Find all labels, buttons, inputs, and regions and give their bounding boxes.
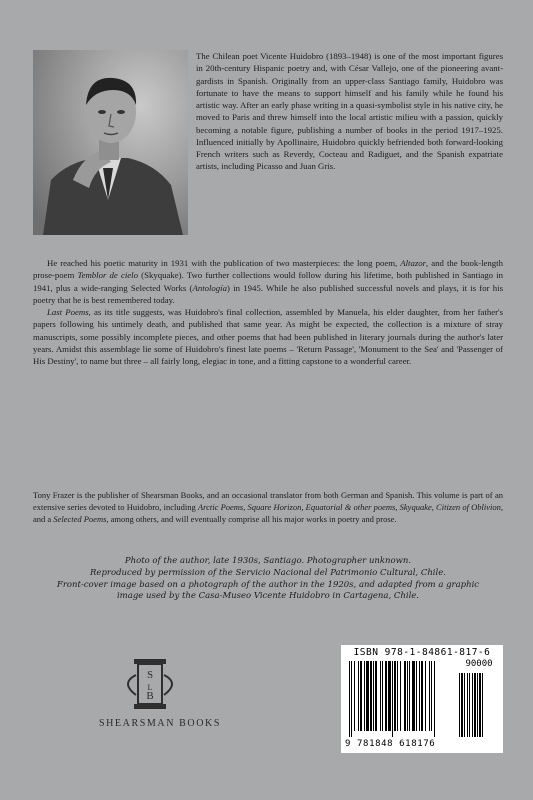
barcode-bar [407,661,408,731]
barcode-bar [392,661,393,737]
logo-letter: S [146,669,154,681]
credit-line: Photo of the author, late 1930s, Santiago. Photographer unknown. [124,556,412,566]
barcode-bar [409,661,410,731]
barcode-bar [366,661,369,731]
barcode-bar [412,661,415,731]
shearsman-logo-icon [90,655,210,755]
barcode-bar [434,661,435,737]
barcode-bar [416,661,417,731]
barcode-bar [373,661,374,731]
credit-line: Front-cover image based on a photograph of the author in the 1920s, and adapted from a graphic [56,579,480,590]
barcode-bar [394,661,396,731]
barcode-bar [429,661,430,731]
barcode-bar [419,661,420,731]
barcode-bar [354,661,355,731]
barcode-addon-bar [464,673,465,737]
barcode-bar [388,661,391,731]
barcode-addon-bar [479,673,481,737]
barcode-bar [370,661,372,731]
barcode-addon-bar [461,673,463,737]
credit-line: Reproduced by permission of the Servicio Nacional del Patrimonio Cultural, Chile. [90,567,446,578]
barcode-addon-bar [474,673,476,737]
barcode-bar [425,661,426,731]
barcode-bar [431,661,432,731]
translator-bio: Tony Frazer is the publisher of Shearsman Books, and an occasional translator from both German and Spanish. This volume is part of an extensive series devoted to Huidobro, including Arctic Poems, Square Horizon, Equatorial & other poems, Skyquake, Citizen of Oblivion, and a Selected Poems, among others, and will eventually comprise all his major works in poetry and prose. [33,490,503,524]
barcode-addon-bar [469,673,470,737]
barcode-bar [375,661,377,731]
barcode-addon-bar [482,673,483,737]
barcode-bar [385,661,387,731]
barcode-bar [351,661,352,737]
barcode-bar [421,661,423,731]
barcode-bar [360,661,362,731]
price-code: 90000 [465,659,493,669]
ean-number: 9 781848 618176 [345,739,436,749]
credit-line: image used by the Casa-Museo Vicente Huidobro in Cartagena, Chile. [116,591,420,602]
logo-letter: L [147,683,153,692]
barcode-bar [397,661,398,731]
barcode-bar [349,661,350,737]
paragraph-2: He reached his poetic maturity in 1931 with the publication of two masterpieces: the long poem, Altazor, and the book-length prose-poem Temblor de cielo (Skyquake). Two further collections would follow during his lifetime, both published in Santiago in 1941, plus a wide-ranging Selected Works (Antología) in 1945. While he also published successful novels and plays, it is for his poetry that he is best remembered today. [33,258,504,305]
author-photo [33,50,188,235]
barcode-bar [364,661,365,731]
publisher-name: SHEARSMAN BOOKS [98,718,222,729]
barcode-addon-bar [477,673,478,737]
barcode-bar [404,661,406,731]
barcode-addon-bar [472,673,473,737]
barcode-panel [341,645,503,753]
author-portrait-image [33,50,188,235]
barcode-bar [400,661,401,731]
body-text [33,257,503,367]
logo-letter: B [146,690,154,702]
barcode-bar [382,661,383,731]
intro-paragraph: The Chilean poet Vicente Huidobro (1893–1948) is one of the most important figures in 20th-century Hispanic poetry and, with César Vallejo, one of the pioneering avant-gardists in Spanish. Originally from an upper-class Santiago family, Huidobro was fortunate to have the means to support himself and his family while he found his artistic way. After an early phase writing in a quasi-symbolist style in his native city, he moved to Paris and threw himself into the local artistic milieu with a passion, quickly becoming a notable figure, publishing a number of books in the period 1917–1925. Influenced initially by Apollinaire, Huidobro quickly befriended both forward-looking French writers such as Reverdy, Cocteau and Radiguet, and the Spanish expatriate artists, including Picasso and Juan Gris. [196,51,503,172]
barcode-addon-bar [459,673,460,737]
barcode-addon-bar [467,673,468,737]
photo-credits [33,556,503,603]
barcode-bar [380,661,381,731]
barcode-bar [358,661,359,731]
barcode-icon [347,661,497,739]
isbn-number: ISBN 978-1-84861-817-6 [353,647,491,658]
paragraph-3: Last Poems, as its title suggests, was Huidobro's final collection, assembled by Manuela, his elder daughter, from her father's papers following his untimely death, and published that same year. As might be expected, the collection is a mixture of stray manuscripts, some possibly incomplete pieces, and other poems that had been published in literary journals during the author's later years. Amidst this assemblage lie some of Huidobro's finest late poems – 'Return Passage', 'Monument to the Sea' and 'Passenger of His Destiny', to name but three – all fairly long, elegiac in tone, and a fitting capstone to a wonderful career. [33,307,503,366]
